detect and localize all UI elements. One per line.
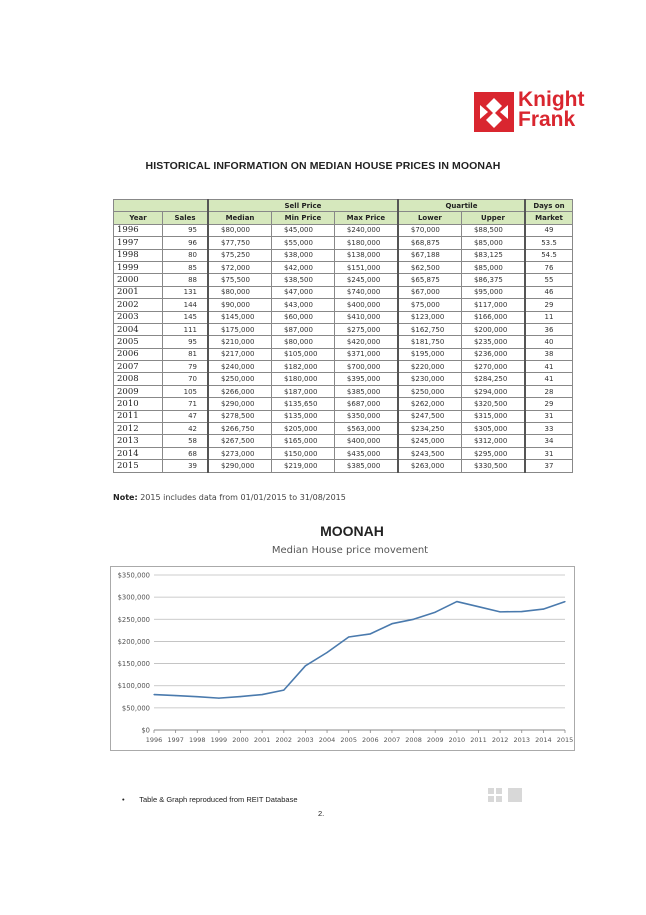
x-tick-label: 2009: [426, 736, 444, 744]
cell-year: 1999: [114, 261, 163, 273]
y-tick-label: $300,000: [117, 593, 150, 602]
cell-sales: 95: [163, 336, 209, 348]
cell-market: 11: [525, 311, 573, 323]
cell-lower: $62,500: [398, 261, 462, 273]
cell-median: $290,000: [208, 460, 272, 472]
data-point: [413, 619, 414, 620]
cell-min-price: $55,000: [272, 237, 335, 249]
table-row: [114, 323, 573, 335]
data-point: [240, 696, 241, 697]
cell-max-price: $563,000: [334, 423, 398, 435]
data-point: [175, 695, 176, 696]
y-tick-label: $350,000: [117, 571, 150, 580]
cell-lower: $162,750: [398, 323, 462, 335]
cell-market: 37: [525, 460, 573, 472]
cell-sales: 96: [163, 237, 209, 249]
cell-year: 2011: [114, 410, 163, 422]
cell-sales: 145: [163, 311, 209, 323]
data-point: [521, 611, 522, 612]
table-row: [114, 410, 573, 422]
cell-median: $210,000: [208, 336, 272, 348]
cell-lower: $262,000: [398, 398, 462, 410]
x-tick-label: 1998: [188, 736, 206, 744]
cell-lower: $234,250: [398, 423, 462, 435]
table-row: [114, 361, 573, 373]
brand-line-2: Frank: [518, 108, 576, 131]
cell-lower: $68,875: [398, 237, 462, 249]
cell-max-price: $240,000: [334, 224, 398, 236]
cell-year: 2013: [114, 435, 163, 447]
cell-sales: 58: [163, 435, 209, 447]
cell-lower: $243,500: [398, 447, 462, 459]
cell-median: $250,000: [208, 373, 272, 385]
document-title: HISTORICAL INFORMATION ON MEDIAN HOUSE PRICES IN MOONAH: [145, 160, 501, 172]
column-header-upper: Upper: [461, 212, 525, 224]
cell-lower: $250,000: [398, 385, 462, 397]
cell-lower: $245,000: [398, 435, 462, 447]
x-tick-label: 2010: [448, 736, 466, 744]
cell-upper: $312,000: [461, 435, 525, 447]
y-tick-label: $250,000: [117, 615, 150, 624]
cell-median: $175,000: [208, 323, 272, 335]
cell-max-price: $700,000: [334, 361, 398, 373]
y-tick-label: $50,000: [121, 704, 150, 713]
column-header-min-price: Min Price: [272, 212, 335, 224]
column-header-market: Market: [525, 212, 573, 224]
y-tick-label: $150,000: [117, 660, 150, 669]
cell-median: $80,000: [208, 224, 272, 236]
cell-min-price: $180,000: [272, 373, 335, 385]
data-point: [370, 633, 371, 634]
data-point: [564, 601, 565, 602]
table-row: [114, 336, 573, 348]
cell-min-price: $42,000: [272, 261, 335, 273]
cell-year: 1997: [114, 237, 163, 249]
cell-sales: 71: [163, 398, 209, 410]
x-tick-label: 2002: [275, 736, 293, 744]
cell-max-price: $385,000: [334, 460, 398, 472]
header-blank: [114, 200, 209, 212]
cell-lower: $65,875: [398, 274, 462, 286]
cell-lower: $247,500: [398, 410, 462, 422]
table-row: [114, 435, 573, 447]
x-tick-label: 2007: [383, 736, 401, 744]
cell-sales: 42: [163, 423, 209, 435]
table-group-header-row: [114, 200, 573, 212]
cell-min-price: $105,000: [272, 348, 335, 360]
cell-min-price: $38,000: [272, 249, 335, 261]
cell-min-price: $150,000: [272, 447, 335, 459]
cell-upper: $235,000: [461, 336, 525, 348]
table-row: [114, 460, 573, 472]
brand-line-1: Knight: [518, 88, 585, 111]
cell-median: $266,000: [208, 385, 272, 397]
cell-min-price: $38,500: [272, 274, 335, 286]
table-row: [114, 311, 573, 323]
cell-min-price: $43,000: [272, 299, 335, 311]
cell-sales: 79: [163, 361, 209, 373]
cell-lower: $123,000: [398, 311, 462, 323]
cell-max-price: $420,000: [334, 336, 398, 348]
cell-year: 2014: [114, 447, 163, 459]
table-row: [114, 398, 573, 410]
cell-median: $273,000: [208, 447, 272, 459]
cell-market: 49: [525, 224, 573, 236]
table-row: [114, 224, 573, 236]
cell-sales: 47: [163, 410, 209, 422]
cell-upper: $295,000: [461, 447, 525, 459]
cell-max-price: $395,000: [334, 373, 398, 385]
cell-sales: 111: [163, 323, 209, 335]
header-sell-price: Sell Price: [208, 200, 398, 212]
y-tick-label: $100,000: [117, 682, 150, 691]
table-row: [114, 385, 573, 397]
cell-lower: $263,000: [398, 460, 462, 472]
cell-upper: $320,500: [461, 398, 525, 410]
cell-market: 29: [525, 398, 573, 410]
data-point: [283, 690, 284, 691]
chart-frame: [111, 567, 575, 751]
table-column-header-row: [114, 212, 573, 224]
column-header-year: Year: [114, 212, 163, 224]
cell-median: $145,000: [208, 311, 272, 323]
data-point: [435, 612, 436, 613]
table-row: [114, 373, 573, 385]
cell-sales: 39: [163, 460, 209, 472]
chart-title: MOONAH: [320, 523, 384, 539]
cell-max-price: $687,000: [334, 398, 398, 410]
cell-year: 2010: [114, 398, 163, 410]
median-price-table: [113, 199, 573, 473]
table-row: [114, 447, 573, 459]
cell-median: $267,500: [208, 435, 272, 447]
table-row: [114, 274, 573, 286]
cell-market: 36: [525, 323, 573, 335]
x-tick-label: 2013: [513, 736, 531, 744]
cell-max-price: $350,000: [334, 410, 398, 422]
cell-upper: $315,000: [461, 410, 525, 422]
cell-lower: $230,000: [398, 373, 462, 385]
cell-median: $75,250: [208, 249, 272, 261]
column-header-sales: Sales: [163, 212, 209, 224]
faint-stamp-mark: [486, 785, 528, 807]
y-tick-label: $200,000: [117, 637, 150, 646]
cell-lower: $75,000: [398, 299, 462, 311]
cell-market: 54.5: [525, 249, 573, 261]
table-row: [114, 423, 573, 435]
note-label: Note:: [113, 493, 138, 502]
cell-median: $240,000: [208, 361, 272, 373]
cell-market: 41: [525, 373, 573, 385]
cell-lower: $67,000: [398, 286, 462, 298]
cell-min-price: $187,000: [272, 385, 335, 397]
cell-max-price: $740,000: [334, 286, 398, 298]
x-tick-label: 2003: [297, 736, 314, 744]
x-tick-label: 2011: [470, 736, 487, 744]
x-tick-label: 2014: [535, 736, 552, 744]
table-row: [114, 249, 573, 261]
cell-year: 2009: [114, 385, 163, 397]
cell-upper: $270,000: [461, 361, 525, 373]
cell-year: 2005: [114, 336, 163, 348]
cell-min-price: $60,000: [272, 311, 335, 323]
data-point: [391, 623, 392, 624]
cell-upper: $85,000: [461, 237, 525, 249]
cell-upper: $85,000: [461, 261, 525, 273]
cell-sales: 105: [163, 385, 209, 397]
median-price-line-chart: [110, 566, 575, 751]
cell-max-price: $400,000: [334, 435, 398, 447]
cell-upper: $95,000: [461, 286, 525, 298]
header-quartile: Quartile: [398, 200, 525, 212]
cell-market: 40: [525, 336, 573, 348]
cell-median: $290,000: [208, 398, 272, 410]
table-row: [114, 261, 573, 273]
cell-median: $90,000: [208, 299, 272, 311]
cell-lower: $220,000: [398, 361, 462, 373]
cell-sales: 68: [163, 447, 209, 459]
x-tick-label: 1997: [167, 736, 184, 744]
data-point: [218, 698, 219, 699]
cell-year: 2006: [114, 348, 163, 360]
cell-sales: 70: [163, 373, 209, 385]
x-tick-label: 2001: [253, 736, 271, 744]
cell-lower: $70,000: [398, 224, 462, 236]
y-tick-label: $0: [141, 726, 150, 735]
cell-sales: 81: [163, 348, 209, 360]
cell-year: 2008: [114, 373, 163, 385]
cell-median: $266,750: [208, 423, 272, 435]
cell-max-price: $410,000: [334, 311, 398, 323]
cell-market: 31: [525, 447, 573, 459]
x-tick-label: 1999: [210, 736, 228, 744]
cell-upper: $305,000: [461, 423, 525, 435]
data-point: [456, 601, 457, 602]
cell-year: 2002: [114, 299, 163, 311]
cell-market: 38: [525, 348, 573, 360]
note-text: 2015 includes data from 01/01/2015 to 31/08/2015: [140, 493, 346, 502]
x-tick-label: 2006: [362, 736, 379, 744]
cell-lower: $181,750: [398, 336, 462, 348]
data-point: [326, 652, 327, 653]
cell-sales: 88: [163, 274, 209, 286]
cell-market: 33: [525, 423, 573, 435]
cell-min-price: $182,000: [272, 361, 335, 373]
cell-year: 1996: [114, 224, 163, 236]
table-row: [114, 348, 573, 360]
cell-max-price: $400,000: [334, 299, 398, 311]
cell-upper: $86,375: [461, 274, 525, 286]
cell-sales: 80: [163, 249, 209, 261]
table-note: [113, 493, 346, 502]
cell-min-price: $87,000: [272, 323, 335, 335]
cell-year: 2000: [114, 274, 163, 286]
column-header-lower: Lower: [398, 212, 462, 224]
cell-min-price: $47,000: [272, 286, 335, 298]
cell-market: 31: [525, 410, 573, 422]
cell-max-price: $385,000: [334, 385, 398, 397]
data-point: [478, 606, 479, 607]
brand-name: [518, 90, 584, 130]
data-point: [305, 665, 306, 666]
cell-upper: $294,000: [461, 385, 525, 397]
cell-median: $77,750: [208, 237, 272, 249]
cell-market: 34: [525, 435, 573, 447]
x-tick-label: 2008: [405, 736, 422, 744]
cell-min-price: $165,000: [272, 435, 335, 447]
x-tick-label: 1996: [145, 736, 163, 744]
cell-median: $72,000: [208, 261, 272, 273]
cell-min-price: $135,650: [272, 398, 335, 410]
cell-median: $75,500: [208, 274, 272, 286]
cell-max-price: $435,000: [334, 447, 398, 459]
header-days-on: Days on: [525, 200, 573, 212]
x-tick-label: 2005: [340, 736, 357, 744]
table-body: [114, 224, 573, 472]
cell-market: 55: [525, 274, 573, 286]
cell-year: 2004: [114, 323, 163, 335]
data-point: [153, 694, 154, 695]
cell-sales: 131: [163, 286, 209, 298]
cell-upper: $200,000: [461, 323, 525, 335]
cell-year: 2007: [114, 361, 163, 373]
cell-sales: 85: [163, 261, 209, 273]
cell-year: 2001: [114, 286, 163, 298]
cell-max-price: $275,000: [334, 323, 398, 335]
x-tick-label: 2015: [556, 736, 574, 744]
data-point: [197, 696, 198, 697]
cell-max-price: $138,000: [334, 249, 398, 261]
cell-max-price: $180,000: [334, 237, 398, 249]
cell-upper: $330,500: [461, 460, 525, 472]
chart-subtitle: Median House price movement: [271, 545, 429, 556]
cell-upper: $166,000: [461, 311, 525, 323]
cell-year: 2015: [114, 460, 163, 472]
cell-min-price: $219,000: [272, 460, 335, 472]
column-header-median: Median: [208, 212, 272, 224]
data-point: [262, 694, 263, 695]
data-point: [500, 611, 501, 612]
cell-year: 2003: [114, 311, 163, 323]
cell-lower: $67,188: [398, 249, 462, 261]
data-point: [348, 636, 349, 637]
cell-market: 46: [525, 286, 573, 298]
cell-min-price: $135,000: [272, 410, 335, 422]
cell-market: 41: [525, 361, 573, 373]
cell-upper: $117,000: [461, 299, 525, 311]
cell-upper: $284,250: [461, 373, 525, 385]
cell-year: 1998: [114, 249, 163, 261]
x-tick-label: 2000: [232, 736, 249, 744]
cell-max-price: $371,000: [334, 348, 398, 360]
cell-lower: $195,000: [398, 348, 462, 360]
x-tick-label: 2012: [491, 736, 509, 744]
footnote: • Table & Graph reproduced from REIT Database: [122, 795, 298, 804]
cell-max-price: $245,000: [334, 274, 398, 286]
table-row: [114, 299, 573, 311]
cell-upper: $88,500: [461, 224, 525, 236]
footnote-text: Table & Graph reproduced from REIT Database: [139, 795, 298, 804]
cell-min-price: $205,000: [272, 423, 335, 435]
cell-sales: 95: [163, 224, 209, 236]
cell-median: $80,000: [208, 286, 272, 298]
cell-min-price: $45,000: [272, 224, 335, 236]
cell-upper: $236,000: [461, 348, 525, 360]
table-row: [114, 286, 573, 298]
cell-year: 2012: [114, 423, 163, 435]
page-number: 2.: [318, 809, 325, 818]
cell-median: $278,500: [208, 410, 272, 422]
table-row: [114, 237, 573, 249]
x-tick-label: 2004: [318, 736, 336, 744]
cell-market: 53.5: [525, 237, 573, 249]
cell-upper: $83,125: [461, 249, 525, 261]
column-header-max-price: Max Price: [334, 212, 398, 224]
cell-max-price: $151,000: [334, 261, 398, 273]
data-point: [543, 609, 544, 610]
cell-sales: 144: [163, 299, 209, 311]
cell-market: 29: [525, 299, 573, 311]
cell-min-price: $80,000: [272, 336, 335, 348]
cell-market: 76: [525, 261, 573, 273]
cell-median: $217,000: [208, 348, 272, 360]
cell-market: 28: [525, 385, 573, 397]
